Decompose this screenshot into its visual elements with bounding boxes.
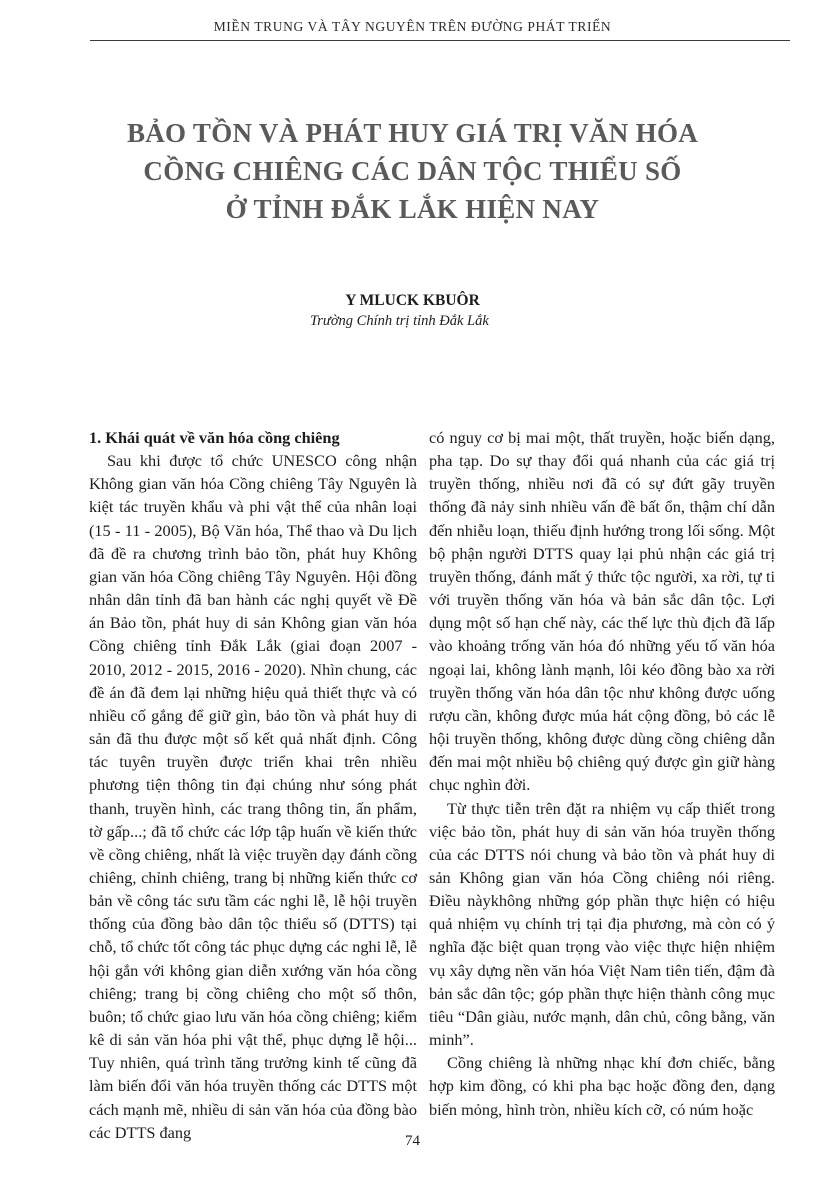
body-paragraph: Cồng chiêng là những nhạc khí đơn chiếc, bằng hợp kim đồng, có khi pha bạc hoặc đồng đen, dạng biến mỏng, hình tròn, nhiều kích cỡ, có núm hoặc [429,1053,775,1119]
author-name: Y MLUCK KBUÔR [345,292,480,309]
left-column [89,426,417,1144]
running-header: MIỀN TRUNG VÀ TÂY NGUYÊN TRÊN ĐƯỜNG PHÁT TRIỂN [213,19,612,34]
section-heading: 1. Khái quát về văn hóa cồng chiêng [89,428,340,447]
title-line-3: Ở TỈNH ĐẮK LẮK HIỆN NAY [225,194,600,224]
title-line-2: CỒNG CHIÊNG CÁC DÂN TỘC THIỂU SỐ [143,156,682,186]
title-line-1: BẢO TỒN VÀ PHÁT HUY GIÁ TRỊ VĂN HÓA [126,118,699,148]
body-paragraph: có nguy cơ bị mai một, thất truyền, hoặc biến dạng, pha tạp. Do sự thay đổi quá nhanh của các giá trị truyền thống, nhiều nơi đã có sự đứt gãy truyền thống đã nảy sinh nhiều vấn đề bất ổn, thậm chí dẫn đến nhiễu loạn, thiếu định hướng trong lối sống. Một bộ phận người DTTS quay lại phủ nhận các giá trị truyền thống, đánh mất ý thức tộc người, xa rời, tự ti với truyền thống văn hóa và bản sắc dân tộc. Lợi dụng một số hạn chế này, các thế lực thù địch đã lấp vào khoảng trống văn hóa đó những yếu tố văn hóa ngoại lai, không lành mạnh, lôi kéo đồng bào xa rời truyền thống văn hóa dân tộc như không được uống rượu cần, không được múa hát cộng đồng, bỏ các lễ hội truyền thống, không được dùng cồng chiêng dẫn đến mai một nhiều bộ chiêng quý được gìn giữ hàng chục nghìn đời. [429,428,775,795]
page-number: 74 [405,1133,420,1149]
header-rule [90,40,790,41]
article-title [80,114,745,228]
body-paragraph: Từ thực tiễn trên đặt ra nhiệm vụ cấp thiết trong việc bảo tồn, phát huy di sản văn hóa truyền thống của các DTTS nói chung và bảo tồn và phát huy di sản Không gian văn hóa Cồng chiêng nói riêng. Điều nàykhông những góp phần thực hiện có hiệu quả nhiệm vụ chính trị tại địa phương, mà còn có ý nghĩa đặc biệt quan trọng vào việc thực hiện nhiệm vụ xây dựng nền văn hóa Việt Nam tiên tiến, đậm đà bản sắc dân tộc; góp phần thực hiện thành công mục tiêu “Dân giàu, nước mạnh, dân chủ, công bằng, văn minh”. [429,798,775,1050]
body-paragraph: Sau khi được tổ chức UNESCO công nhận Không gian văn hóa Cồng chiêng Tây Nguyên là kiệt tác truyền khẩu và phi vật thể của nhân loại (15 - 11 - 2005), Bộ Văn hóa, Thể thao và Du lịch đã đề ra chương trình bảo tồn, phát huy Không gian văn hóa Cồng chiêng Tây Nguyên. Hội đồng nhân dân tỉnh đã ban hành các nghị quyết về Đề án Bảo tồn, phát huy di sản Không gian văn hóa Cồng chiêng tỉnh Đắk Lắk (giai đoạn 2007 - 2010, 2012 - 2015, 2016 - 2020). Nhìn chung, các đề án đã đem lại những hiệu quả thiết thực và có nhiều cố gắng để giữ gìn, bảo tồn và phát huy di sản đã thu được một số kết quả nhất định. Công tác tuyên truyền được triển khai trên nhiều phương tiện thông tin đại chúng như sóng phát thanh, truyền hình, các trang thông tin, ấn phẩm, tờ gấp...; đã tổ chức các lớp tập huấn về kiến thức về cồng chiêng, nhất là việc truyền dạy đánh cồng chiêng, chỉnh chiêng, trang bị những kiến thức cơ bản về công tác sưu tầm các nghi lễ, lễ hội truyền thống của đồng bào dân tộc thiểu số (DTTS) tại chỗ, tổ chức tốt công tác phục dựng các nghi lễ, lễ hội gắn với không gian diễn xướng văn hóa cồng chiêng; trang bị cồng chiêng cho một số thôn, buôn; tổ chức giao lưu văn hóa cồng chiêng; kiểm kê di sản văn hóa phi vật thể, phục dựng lễ hội... Tuy nhiên, quá trình tăng trưởng kinh tế cũng đã làm biến đổi văn hóa truyền thống các DTTS một cách mạnh mẽ, nhiều di sản văn hóa của đồng bào các DTTS đang [89,451,417,1142]
author-affiliation: Trường Chính trị tỉnh Đắk Lắk [310,313,489,329]
right-column [429,426,775,1121]
